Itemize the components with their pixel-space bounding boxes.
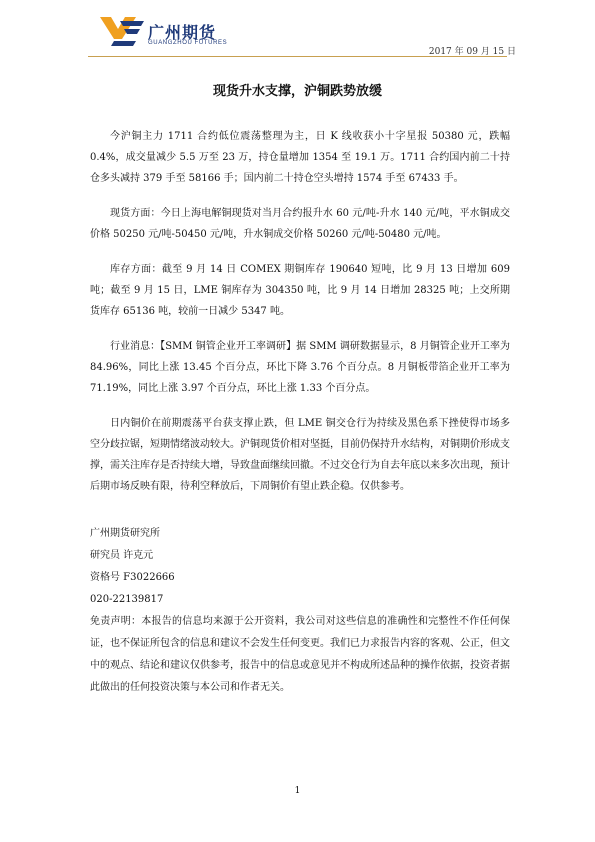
paragraph-industry-news: 行业消息：【SMM 铜管企业开工率调研】据 SMM 调研数据显示，8 月铜管企业开工率为 84.96%，同比上涨 13.45 个百分点，环比下降 3.76 个百分点。8 月铜板带箔企业开工率为 71.19%，同比上涨 3.97 个百分点，环比上涨 1.33 个百分点。 xyxy=(90,341,510,394)
company-name-cn: 广州期货 xyxy=(148,23,217,42)
header-divider xyxy=(88,56,507,57)
paragraph-outlook: 日内铜价在前期震荡平台获支撑止跌，但 LME 铜交仓行为持续及黑色系下挫使得市场多空分歧拉锯，短期情绪波动较大。沪铜现货价相对坚挺，目前仍保持升水结构，对铜期价形成支撑，需关注库存是否持续大增，导致盘面继续回撤。不过交仓行为自去年底以来多次出现，预计后期市场反映有限，待利空释放后，下周铜价有望止跌企稳。仅供参考。 xyxy=(90,418,510,492)
paragraph-spot: 现货方面：今日上海电解铜现货对当月合约报升水 60 元/吨-升水 140 元/吨，平水铜成交价格 50250 元/吨-50450 元/吨，升水铜成交价格 50260 元/吨-50480 元/吨。 xyxy=(90,208,510,240)
signature-institute: 广州期货研究所 xyxy=(90,528,160,539)
report-body xyxy=(90,126,510,699)
paragraph-market-overview: 今沪铜主力 1711 合约低位震荡整理为主，日 K 线收获小十字星报 50380 元，跌幅 0.4%，成交量减少 5.5 万至 23 万，持仓量增加 1354 至 19.1 万。1711 合约国内前二十持仓多头减持 379 手至 58166 手；国内前二十持仓空头增持 1574 手至 67433 手。 xyxy=(90,131,510,184)
page-header xyxy=(0,0,595,60)
signature-researcher: 研究员 许克元 xyxy=(90,550,154,561)
paragraph-inventory: 库存方面：截至 9 月 14 日 COMEX 期铜库存 190640 短吨，比 9 月 13 日增加 609 吨；截至 9 月 15 日，LME 铜库存为 304350 吨，比 9 月 14 日增加 28325 吨；上交所期货库存 65136 吨，较前一日减少 5347 吨。 xyxy=(90,264,510,317)
report-title: 现货升水支撑，沪铜跌势放缓 xyxy=(212,84,382,99)
signature-phone: 020-22139817 xyxy=(90,594,164,605)
company-name-en: GUANGZHOU FUTURES xyxy=(148,40,228,46)
company-logo-icon xyxy=(100,17,144,47)
signature-license: 资格号 F3022666 xyxy=(90,572,175,583)
disclaimer: 免责声明：本报告的信息均来源于公开资料，我公司对这些信息的准确性和完整性不作任何保证，也不保证所包含的信息和建议不会发生任何变更。我们已力求报告内容的客观、公正，但文中的观点、结论和建议仅供参考，报告中的信息或意见并不构成所述品种的操作依据，投资者据此做出的任何投资决策与本公司和作者无关。 xyxy=(90,616,510,693)
report-date: 2017 年 09 月 15 日 xyxy=(428,47,516,57)
page-number: 1 xyxy=(294,786,301,796)
